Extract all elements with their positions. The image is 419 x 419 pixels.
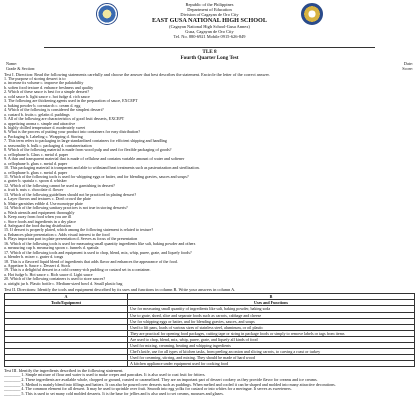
score-label: Score: [402, 66, 413, 71]
question-line: b. Plays important part in plate presentation d. Serves as focus of the presentation [4, 237, 138, 242]
school-header [4, 2, 415, 46]
question-line: 17. Which of the following tools and equipment is used to chop, blend, mix, whip, puree, grate, and liquefy foods? [4, 250, 192, 255]
school-seal-logo [301, 3, 323, 25]
question-line: a. measuring cup b. measuring spoon c. funnels d. spatula [4, 246, 99, 251]
question-line: a. Hot fudge b. Hot sauce c. Rich sauce d. Light sauce [4, 272, 93, 277]
question-line: 20. Which of the following containers is used to store sauces? [4, 277, 106, 282]
question-line: 6. What is the process of putting your product into containers for easy distribution? [4, 130, 141, 135]
subject-title: TLE 8 [202, 49, 217, 55]
question-line: a. appetizing aroma c. simple and attractive [4, 121, 76, 126]
grade-row [4, 66, 415, 71]
header-line-contact: Tel. No. 880-6921 Mobile 0915-626-849 [173, 34, 246, 39]
question-line: 14. Which of the following sanitary practices is not true in storing desserts? [4, 206, 128, 211]
description-cell: Use to grate, shred, slice and separate foods such as carrots, cabbage and cheese [128, 312, 415, 318]
identification-item: ________ 4. The common element for all dessert. It may be used to sprinkle over fruit. Smooth into egg yolks for custard or into whites for a meringue. It serves as sweeteners. [4, 386, 292, 392]
header-line-former-name: (Cagayan National High School-Gusa Annex) [169, 24, 250, 29]
question-line: 18. This is a flavored liquid blend of ingredients that adds flavor and enhances the appearance of the food. [4, 259, 178, 264]
question-line: b. Keep away from food when you are ill [4, 215, 72, 220]
name-label: Name: [6, 61, 18, 66]
column-a-subheader: Tools/Equipment [5, 300, 128, 306]
question-line: a. cellophane b. glass c. metal d. paper [4, 161, 68, 166]
question-line: a. seasonality b. bulk c. packaging d. containerization [4, 143, 92, 148]
matching-table [4, 293, 415, 367]
identification-item: ________ 5. This is used to set many cold molded desserts. It is the base for jellies and is also used to set creams, mousses and glazes. [4, 390, 224, 396]
question-line: 3. The following are thickening agents used in the preparation of sauce, EXCEPT [4, 99, 138, 104]
question-line: c. Store foods and ingredients in a dry place [4, 219, 76, 224]
question-line: 5. All of the following are characteristics of good fruit desserts, EXCEPT [4, 117, 125, 122]
header-line-deped: Department of Education [187, 7, 232, 12]
description-cell: They are practical for opening food packages, cutting tape or string in package foods or simply to remove labels or tags from items [128, 330, 415, 336]
question-line: 8. Which of the following material is made from wood pulp and used for flexible packaging of goods? [4, 148, 172, 153]
test3-items [4, 373, 415, 396]
question-line: 7. This term refers to packaging in large standardized containers for efficient shipping and handling [4, 139, 167, 144]
school-name: EAST GUSA NATIONAL HIGH SCHOOL [152, 17, 267, 24]
question-line: 16. Which of the following tools is used for measuring small quantity ingredients like salt, baking powder and others [4, 241, 196, 246]
question-line: 19. This is a delightful dessert in a cold creamy-rich pudding or custard set in a container. [4, 268, 151, 273]
grade-label: Grade & Section: [6, 66, 36, 71]
question-line: a. cellophane b. glass c. metal d. paper [4, 170, 68, 175]
description-cell: Used for creaming, stirring, and mixing. They should be made of hard wood [128, 355, 415, 361]
question-line: 15. If dessert is properly plated, which among the following statement is related to texture? [4, 228, 154, 233]
question-line: a. Wash utensils and equipment thoroughly [4, 210, 75, 215]
column-b-subheader: Uses and Functions [128, 300, 415, 306]
question-line: 4. Which of the following is considered the simplest dessert? [4, 108, 104, 113]
header-line-division: Division of Cagayan de Oro City [180, 12, 239, 17]
header-line-address: Gusa, Cagayan de Oro City [185, 29, 234, 34]
question-line: a. cold sauce b. light sauce c. hot fudge d. rich sauce [4, 94, 90, 99]
exam-title: Fourth Quarter Long Test [180, 55, 239, 61]
test2-direction: Test II. Directions: Identify the tools and equipment described by its uses and functions in column B. Write your answers in column A. [4, 287, 236, 293]
question-line: 1. The purpose of storing dessert is to [4, 77, 66, 81]
test3-direction: Test III. Identify the ingredients described in the following statement. [4, 368, 124, 374]
column-a-header: A [5, 294, 128, 300]
description-cell: Chef's knife, use for all types of kitchen tasks, from peeling an onion and slicing carrots, to carving a roast or turkey [128, 349, 415, 355]
question-line: a. Layer flavors and textures c. Don't crowd the plate [4, 197, 91, 202]
header-line-republic: Republic of the Philippines [185, 2, 234, 7]
question-line: b. highly chilled temperature d. moderately sweet [4, 125, 86, 130]
question-line: d. Safeguard the food during distribution [4, 223, 71, 228]
question-line: b. soften food texture d. enhance freshness and quality [4, 85, 94, 90]
identification-item: ________ 3. Method is mainly blend into fillings and batters. It can also be poured over desserts such as puddings. When melted and cooled it can be shaped and molded into many attractive decorations. [4, 381, 336, 387]
question-line: 12. Which of the following cannot be used as garnishing in dessert? [4, 183, 115, 188]
header-divider [44, 47, 375, 48]
question-line: a. fruit b. nuts c. chocolate d. flower [4, 188, 64, 193]
question-line: a. custard b. fruits c. gelatin d. puddings [4, 112, 70, 117]
deped-seal-logo [96, 3, 118, 25]
description-cell: Are used to chop, blend, mix, whip, puree, grate, and liquefy all kinds of food [128, 336, 415, 342]
question-line: a. baking powder b. cornstarch c. cream d. egg [4, 103, 81, 108]
date-label: Date: [403, 61, 413, 66]
question-line: 10. This packaging material is transparent and able to withstand heat treatments such as pasteurization and sterilization. [4, 166, 200, 171]
column-b-header: B [128, 294, 415, 300]
question-line: a. Appetizer b. Sauce c. Dessert d. Stock [4, 264, 71, 269]
question-line: 11. Which of the following tools is used for whipping eggs or batter, and for blending gravies, sauces and soups? [4, 174, 189, 179]
answer-cell[interactable] [5, 361, 128, 367]
test1-questions [4, 77, 415, 286]
description-cell: Use for measuring small quantity of ingredients like salt, baking powder, baking soda [128, 306, 415, 312]
test1-direction: Test I. Direction: Read the following statements carefully and choose the answer that best describes the statement. Encircle the letter of the correct answer. [4, 72, 270, 77]
question-line: a. Packaging b. Labeling c. Wrapping d. Storing [4, 134, 83, 139]
question-line: a. grater b. spatula c. spoon d. whisker [4, 179, 67, 184]
table-row [5, 361, 415, 367]
question-line: a. blender b. mixer c. grater d. tongs [4, 255, 64, 260]
question-line: 9. A thin and transparent material that is made of cellulose and contains variable amount of water and softener [4, 157, 185, 162]
question-line: a. Enhances plate presentation c. Adds visual interest to the food [4, 232, 110, 237]
question-line: b. Make garnishes edible d. Use monotype plate [4, 201, 83, 206]
question-line: a. cellophane b. Glass c. metal d. paper [4, 152, 68, 157]
question-line: a. increase its volume c. improve the palatability [4, 81, 84, 86]
description-cell: Used for mixing, creaming, beating and whipping ingredients [128, 343, 415, 349]
question-line: a. airtight jar b. Plastic bottle c. Medium-sized bowl d. Small plastic bag [4, 281, 123, 286]
question-line: 13. Which of the following guidelines should not be practiced in plating dessert? [4, 192, 137, 197]
identification-item: ________ 2. These ingredients are available whole, chopped or ground, roasted or caramelized. They are an important part of dessert cookery as they provide flavor for creams and ice creams. [4, 377, 318, 383]
description-cell: A kitchen appliance under equipment used for cooking food [128, 361, 415, 367]
question-line: 2. Which of these sauce is best for a simple dessert? [4, 90, 90, 95]
description-cell: Used to lift pans, loads of various sizes of stainless steel, aluminum, or oil plastic [128, 324, 415, 330]
description-cell: Use for whipping eggs or batter, and for blending gravies, sauces, and soups [128, 318, 415, 324]
identification-item: ________ 1. Simple mixture of flour and water is used to make crepes and pancakes. It is also used to coat fruit for fritters. [4, 372, 206, 378]
